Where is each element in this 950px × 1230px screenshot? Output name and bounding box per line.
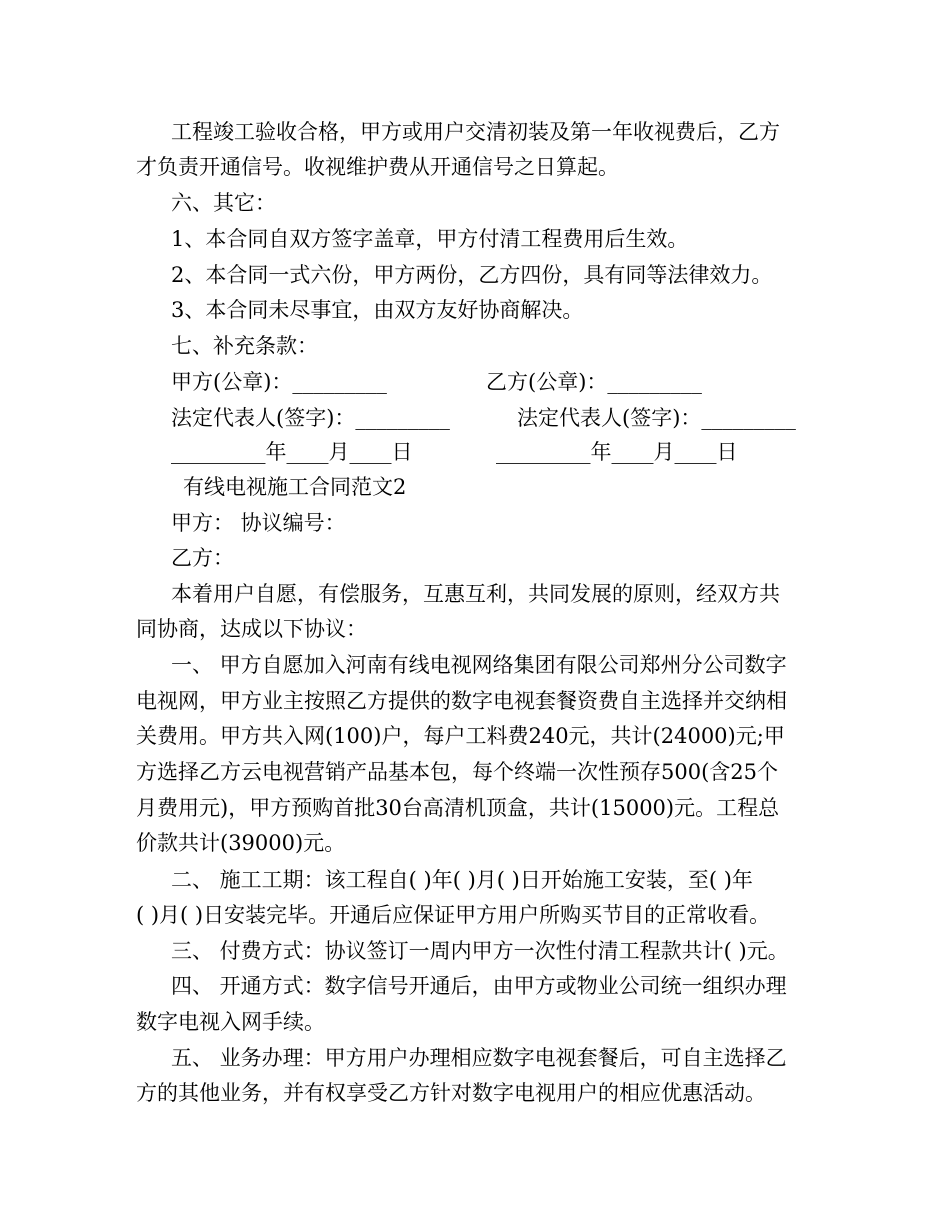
paragraph-line: 一、 甲方自愿加入河南有线电视网络集团有限公司郑州分公司数字 (171, 653, 787, 677)
clause-line: 3、本合同未尽事宜，由双方友好协商解决。 (171, 298, 584, 322)
paragraph-line: ( )月( )日安装完毕。开通后应保证甲方用户所购买节目的正常收看。 (136, 903, 771, 927)
party-b-date-field: _________年____月____日 (496, 440, 738, 464)
section-heading: 七、补充条款： (171, 334, 318, 358)
paragraph-line: 三、 付费方式：协议签订一周内甲方一次性付清工程款共计( )元。 (171, 939, 789, 963)
party-b-seal-field: 乙方(公章)：_________ (486, 370, 702, 394)
paragraph-line: 月费用元)，甲方预购首批30台高清机顶盒，共计(15000)元。工程总 (136, 796, 780, 820)
paragraph-line: 方的其他业务，并有权享受乙方针对数字电视用户的相应优惠活动。 (136, 1081, 766, 1105)
paragraph-line: 二、 施工工期：该工程自( )年( )月( )日开始施工安装，至( )年 (171, 868, 753, 892)
party-a-date-field: _________年____月____日 (171, 440, 413, 464)
paragraph-line: 关费用。甲方共入网(100)户，每户工料费240元，共计(24000)元;甲 (136, 724, 785, 748)
section-heading: 六、其它： (171, 191, 276, 215)
party-b-representative-field: 法定代表人(签字)：_________ (517, 406, 796, 430)
party-b-line: 乙方： (171, 546, 234, 570)
paragraph-line: 电视网，甲方业主按照乙方提供的数字电视套餐资费自主选择并交纳相 (136, 689, 787, 713)
paragraph-line: 四、 开通方式：数字信号开通后，由甲方或物业公司统一组织办理 (171, 974, 787, 998)
clause-line: 1、本合同自双方签字盖章，甲方付清工程费用后生效。 (171, 227, 689, 251)
paragraph-line: 本着用户自愿，有偿服务，互惠互利，共同发展的原则，经双方共 (171, 582, 780, 606)
paragraph-line: 才负责开通信号。收视维护费从开通信号之日算起。 (136, 155, 619, 179)
paragraph-line: 数字电视入网手续。 (136, 1010, 325, 1034)
party-a-representative-field: 法定代表人(签字)：_________ (171, 406, 450, 430)
paragraph-line: 五、 业务办理：甲方用户办理相应数字电视套餐后，可自主选择乙 (171, 1046, 787, 1070)
party-a-seal-field: 甲方(公章)：_________ (171, 370, 387, 394)
paragraph-line: 工程竣工验收合格，甲方或用户交清初装及第一年收视费后，乙方 (171, 120, 780, 144)
clause-line: 2、本合同一式六份，甲方两份，乙方四份，具有同等法律效力。 (171, 263, 773, 287)
party-a-line: 甲方： 协议编号： (171, 511, 346, 535)
document-title: 有线电视施工合同范文2 (183, 475, 407, 499)
paragraph-line: 同协商，达成以下协议： (136, 617, 367, 641)
paragraph-line: 方选择乙方云电视营销产品基本包，每个终端一次性预存500(含25个 (136, 760, 778, 784)
paragraph-line: 价款共计(39000)元。 (136, 831, 346, 855)
